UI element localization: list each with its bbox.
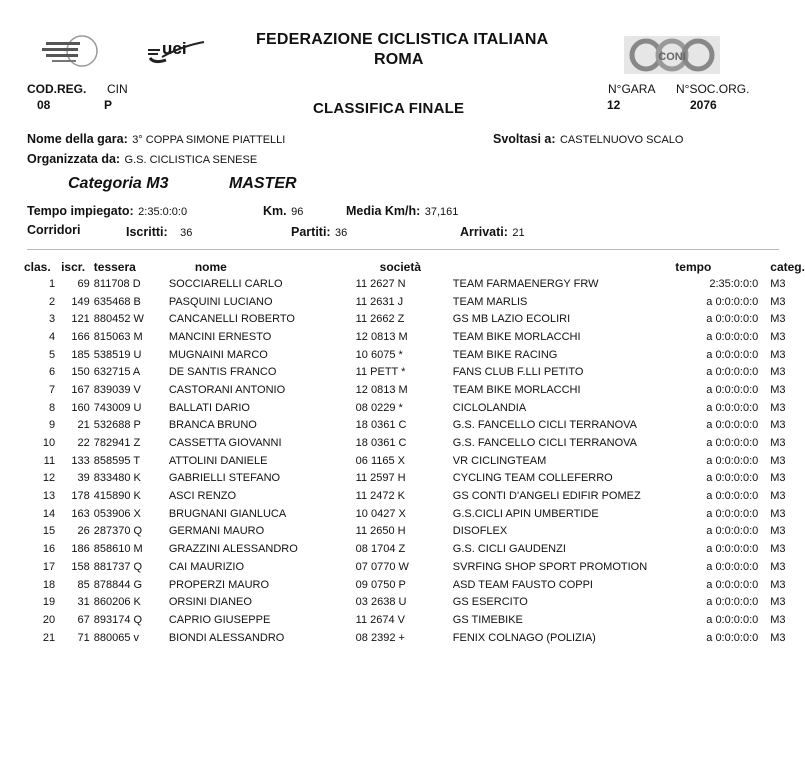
col-tempo: tempo	[675, 260, 712, 274]
cell-clas: 14	[42, 507, 56, 520]
cell-categ: M3	[770, 490, 786, 503]
ngara-value: 12	[607, 98, 621, 112]
fci-logo	[40, 34, 100, 68]
started-label: Partiti:	[291, 225, 331, 239]
cell-team: G.S.CICLI APIN UMBERTIDE	[452, 507, 599, 520]
table-row	[24, 523, 805, 541]
cell-tessera: 635468 B	[93, 295, 141, 308]
cell-team: DISOFLEX	[452, 525, 508, 538]
table-row	[24, 310, 805, 328]
cell-clas: 17	[42, 560, 56, 573]
cell-tempo: a 0:0:0:0:0	[706, 631, 759, 644]
speed-row	[346, 202, 458, 220]
cell-soc-code: 18 0361 C	[355, 419, 407, 432]
race-name-label: Nome della gara:	[27, 132, 128, 146]
cell-tempo: a 0:0:0:0:0	[706, 454, 759, 467]
cell-tempo: a 0:0:0:0:0	[706, 366, 759, 379]
cell-team: GS TIMEBIKE	[452, 613, 523, 626]
cell-tempo: a 0:0:0:0:0	[706, 330, 759, 343]
table-header-row	[24, 259, 805, 275]
cell-iscr: 166	[71, 330, 90, 343]
table-row	[24, 487, 805, 505]
arrived-label: Arrivati:	[460, 225, 508, 239]
table-row	[24, 505, 805, 523]
cell-soc-code: 11 2650 H	[355, 525, 406, 538]
cell-iscr: 158	[71, 560, 90, 573]
cell-soc-code: 07 0770 W	[355, 560, 409, 573]
uci-logo	[146, 34, 210, 68]
col-nome: nome	[194, 260, 227, 274]
cell-team: CYCLING TEAM COLLEFERRO	[452, 472, 613, 485]
table-row	[24, 381, 805, 399]
cell-tempo: a 0:0:0:0:0	[706, 348, 759, 361]
cell-categ: M3	[770, 543, 786, 556]
registered-value: 36	[180, 227, 193, 239]
race-name-value: 3° COPPA SIMONE PIATTELLI	[132, 134, 286, 146]
cell-tessera: 858610 M	[93, 543, 143, 556]
table-row	[24, 593, 805, 611]
cell-nome: CAI MAURIZIO	[168, 560, 244, 573]
cell-iscr: 121	[71, 313, 90, 326]
cell-categ: M3	[770, 525, 786, 538]
race-location-row	[493, 130, 683, 148]
cell-soc-code: 12 0813 M	[355, 383, 408, 396]
cell-nome: PROPERZI MAURO	[168, 578, 270, 591]
table-row	[24, 328, 805, 346]
results-table	[24, 259, 805, 646]
cell-tempo: a 0:0:0:0:0	[706, 525, 759, 538]
cell-iscr: 160	[71, 401, 90, 414]
cell-clas: 21	[42, 631, 56, 644]
cell-iscr: 67	[77, 613, 90, 626]
cell-categ: M3	[770, 631, 786, 644]
cell-clas: 11	[43, 454, 56, 467]
nsoc-value: 2076	[690, 98, 717, 112]
cell-soc-code: 11 2472 K	[355, 490, 406, 503]
cell-tempo: a 0:0:0:0:0	[706, 613, 759, 626]
cell-soc-code: 08 1704 Z	[355, 543, 406, 556]
cell-clas: 15	[42, 525, 56, 538]
cell-tessera: 815063 M	[93, 330, 143, 343]
km-value: 96	[291, 206, 304, 218]
cell-nome: CAPRIO GIUSEPPE	[168, 613, 271, 626]
cell-soc-code: 12 0813 M	[355, 330, 408, 343]
cell-nome: BRUGNANI GIANLUCA	[168, 507, 287, 520]
km-row	[263, 202, 303, 220]
cell-nome: CASSETTA GIOVANNI	[168, 437, 282, 450]
cell-clas: 6	[48, 366, 56, 379]
cell-categ: M3	[770, 437, 786, 450]
table-row	[24, 434, 805, 452]
table-row	[24, 558, 805, 576]
cell-categ: M3	[770, 348, 786, 361]
coni-logo-text: CONI	[658, 51, 686, 63]
cell-tempo: a 0:0:0:0:0	[706, 490, 759, 503]
cell-soc-code: 11 2631 J	[355, 295, 404, 308]
cell-clas: 5	[48, 348, 56, 361]
cell-team: TEAM BIKE MORLACCHI	[452, 383, 581, 396]
cell-team: G.S. FANCELLO CICLI TERRANOVA	[452, 419, 637, 432]
cell-soc-code: 03 2638 U	[355, 596, 407, 609]
cell-team: GS MB LAZIO ECOLIRI	[452, 313, 571, 326]
cell-tempo: a 0:0:0:0:0	[706, 560, 759, 573]
cell-clas: 20	[42, 613, 56, 626]
col-iscr: iscr.	[61, 260, 86, 274]
registered-label: Iscritti:	[126, 225, 168, 239]
cell-team: VR CICLINGTEAM	[452, 454, 547, 467]
time-label: Tempo impiegato:	[27, 204, 134, 218]
cell-team: G.S. CICLI GAUDENZI	[452, 543, 566, 556]
cell-soc-code: 08 0229 *	[355, 401, 403, 414]
cell-tessera: 782941 Z	[93, 437, 141, 450]
cell-tessera: 881737 Q	[93, 560, 143, 573]
cell-clas: 4	[48, 330, 56, 343]
coni-logo	[624, 36, 720, 74]
cell-iscr: 22	[77, 437, 90, 450]
cell-tempo: a 0:0:0:0:0	[706, 313, 759, 326]
ngara-label: N°GARA	[608, 82, 656, 96]
organizer-label: Organizzata da:	[27, 152, 121, 166]
cell-categ: M3	[770, 313, 786, 326]
cell-clas: 10	[42, 437, 56, 450]
cell-soc-code: 11 2597 H	[355, 472, 406, 485]
cell-soc-code: 11 2662 Z	[355, 313, 405, 326]
cell-nome: BRANCA BRUNO	[168, 419, 257, 432]
cell-nome: MANCINI ERNESTO	[168, 330, 272, 343]
cell-tessera: 878844 G	[93, 578, 143, 591]
cell-tempo: a 0:0:0:0:0	[706, 437, 759, 450]
cell-team: TEAM BIKE RACING	[452, 348, 558, 361]
cell-tessera: 532688 P	[93, 419, 141, 432]
category-name: MASTER	[229, 175, 297, 192]
cell-team: G.S. FANCELLO CICLI TERRANOVA	[452, 437, 637, 450]
header-divider	[27, 249, 779, 250]
uci-logo-text: uci	[162, 39, 187, 58]
cell-tessera: 839039 V	[93, 383, 141, 396]
started-row	[291, 223, 347, 241]
cell-clas: 13	[42, 490, 56, 503]
cell-nome: SOCCIARELLI CARLO	[168, 277, 283, 290]
cell-categ: M3	[770, 560, 786, 573]
organizer-value: G.S. CICLISTICA SENESE	[124, 154, 258, 166]
cell-categ: M3	[770, 330, 786, 343]
table-row	[24, 452, 805, 470]
cell-tessera: 053906 X	[93, 507, 141, 520]
cell-iscr: 71	[77, 631, 90, 644]
table-row	[24, 346, 805, 364]
cell-tempo: a 0:0:0:0:0	[706, 472, 759, 485]
cell-clas: 3	[48, 313, 56, 326]
cell-categ: M3	[770, 295, 786, 308]
cell-tessera: 860206 K	[93, 596, 141, 609]
cell-categ: M3	[770, 277, 786, 290]
col-societa: società	[379, 260, 422, 274]
cin-value: P	[104, 98, 113, 112]
col-tessera: tessera	[93, 260, 136, 274]
cell-soc-code: 08 2392 +	[355, 631, 405, 644]
cell-clas: 18	[42, 578, 56, 591]
race-location-label: Svoltasi a:	[493, 132, 556, 146]
cell-clas: 7	[48, 383, 56, 396]
cell-iscr: 39	[77, 472, 90, 485]
cell-tempo: 2:35:0:0:0	[709, 277, 759, 290]
table-row	[24, 363, 805, 381]
cell-iscr: 167	[71, 383, 90, 396]
cell-tessera: 415890 K	[93, 490, 141, 503]
cell-tempo: a 0:0:0:0:0	[706, 507, 759, 520]
table-row	[24, 629, 805, 647]
cell-team: SVRFING SHOP SPORT PROMOTION	[452, 560, 648, 573]
speed-label: Media Km/h:	[346, 204, 421, 218]
cell-tempo: a 0:0:0:0:0	[706, 295, 759, 308]
cell-team: FANS CLUB F.LLI PETITO	[452, 366, 584, 379]
cell-nome: PASQUINI LUCIANO	[168, 295, 273, 308]
cell-iscr: 150	[71, 366, 90, 379]
cell-nome: BALLATI DARIO	[168, 401, 250, 414]
cell-tempo: a 0:0:0:0:0	[706, 383, 759, 396]
nsoc-label: N°SOC.ORG.	[676, 82, 750, 96]
table-row	[24, 293, 805, 311]
col-clas: clas.	[24, 260, 51, 274]
cell-categ: M3	[770, 613, 786, 626]
cell-categ: M3	[770, 401, 786, 414]
cell-nome: GABRIELLI STEFANO	[168, 472, 281, 485]
cell-categ: M3	[770, 507, 786, 520]
cell-categ: M3	[770, 578, 786, 591]
cod-reg-value: 08	[37, 98, 51, 112]
cell-categ: M3	[770, 383, 786, 396]
cell-categ: M3	[770, 472, 786, 485]
cell-iscr: 186	[71, 543, 90, 556]
cell-soc-code: 06 1165 X	[355, 454, 406, 467]
cell-team: CICLOLANDIA	[452, 401, 527, 414]
table-row	[24, 470, 805, 488]
cell-tessera: 833480 K	[93, 472, 141, 485]
cell-clas: 16	[42, 543, 56, 556]
cell-clas: 19	[42, 596, 56, 609]
cell-iscr: 133	[71, 454, 90, 467]
cell-nome: BIONDI ALESSANDRO	[168, 631, 285, 644]
cell-iscr: 178	[71, 490, 90, 503]
organizer-row	[27, 150, 257, 168]
cell-team: GS ESERCITO	[452, 596, 528, 609]
cell-soc-code: 11 2674 V	[355, 613, 406, 626]
cell-categ: M3	[770, 454, 786, 467]
race-name-row	[27, 130, 285, 148]
cell-nome: CANCANELLI ROBERTO	[168, 313, 295, 326]
cell-nome: DE SANTIS FRANCO	[168, 366, 277, 379]
table-row	[24, 275, 805, 293]
cell-iscr: 85	[77, 578, 90, 591]
started-value: 36	[335, 227, 348, 239]
cell-nome: ASCI RENZO	[168, 490, 237, 503]
category-label: Categoria M3	[68, 175, 169, 192]
cell-tempo: a 0:0:0:0:0	[706, 419, 759, 432]
cell-nome: GRAZZINI ALESSANDRO	[168, 543, 298, 556]
cell-tessera: 858595 T	[93, 454, 141, 467]
cell-iscr: 31	[77, 596, 90, 609]
arrived-value: 21	[512, 227, 525, 239]
arrived-row	[460, 223, 525, 241]
cell-tessera: 893174 Q	[93, 613, 143, 626]
cell-tessera: 880452 W	[93, 313, 144, 326]
cell-nome: CASTORANI ANTONIO	[168, 383, 286, 396]
cell-iscr: 163	[71, 507, 90, 520]
cell-tessera: 880065 v	[93, 631, 140, 644]
cell-iscr: 21	[77, 419, 90, 432]
cell-soc-code: 10 6075 *	[355, 348, 403, 361]
cell-clas: 12	[42, 472, 56, 485]
cell-clas: 1	[48, 277, 56, 290]
cell-tessera: 538519 U	[93, 348, 142, 361]
cell-categ: M3	[770, 366, 786, 379]
time-row	[27, 202, 187, 220]
cell-soc-code: 09 0750 P	[355, 578, 406, 591]
cell-team: GS CONTI D'ANGELI EDIFIR POMEZ	[452, 490, 641, 503]
cell-nome: ORSINI DIANEO	[168, 596, 252, 609]
cell-tessera: 811708 D	[93, 277, 141, 290]
table-row	[24, 399, 805, 417]
cell-tempo: a 0:0:0:0:0	[706, 596, 759, 609]
cell-team: TEAM FARMAENERGY FRW	[452, 277, 599, 290]
registered-row	[126, 223, 192, 241]
results-body	[24, 275, 805, 646]
speed-value: 37,161	[424, 206, 459, 218]
cell-tessera: 743009 U	[93, 401, 142, 414]
cell-soc-code: 11 PETT *	[355, 366, 406, 379]
cell-categ: M3	[770, 419, 786, 432]
cell-iscr: 26	[77, 525, 90, 538]
cell-tempo: a 0:0:0:0:0	[706, 578, 759, 591]
cell-tempo: a 0:0:0:0:0	[706, 401, 759, 414]
race-location-value: CASTELNUOVO SCALO	[559, 134, 684, 146]
cell-nome: GERMANI MAURO	[168, 525, 265, 538]
cell-team: TEAM BIKE MORLACCHI	[452, 330, 581, 343]
cell-iscr: 149	[71, 295, 90, 308]
cell-team: TEAM MARLIS	[452, 295, 528, 308]
table-row	[24, 417, 805, 435]
cell-tempo: a 0:0:0:0:0	[706, 543, 759, 556]
cin-label: CIN	[107, 82, 128, 96]
table-row	[24, 540, 805, 558]
time-value: 2:35:0:0:0	[138, 206, 188, 218]
cell-soc-code: 18 0361 C	[355, 437, 407, 450]
cell-soc-code: 10 0427 X	[355, 507, 406, 520]
cell-clas: 9	[48, 419, 56, 432]
cell-clas: 2	[48, 295, 56, 308]
col-categ: categ.	[770, 260, 805, 274]
cell-tessera: 632715 A	[93, 366, 141, 379]
table-row	[24, 576, 805, 594]
cell-tessera: 287370 Q	[93, 525, 143, 538]
cell-nome: ATTOLINI DANIELE	[168, 454, 268, 467]
cell-iscr: 185	[71, 348, 90, 361]
cell-clas: 8	[48, 401, 56, 414]
cod-reg-label: COD.REG.	[27, 82, 87, 96]
riders-label: Corridori	[27, 223, 81, 237]
km-label: Km.	[263, 204, 287, 218]
cell-iscr: 69	[77, 277, 90, 290]
cell-soc-code: 11 2627 N	[355, 277, 406, 290]
cell-categ: M3	[770, 596, 786, 609]
cell-team: ASD TEAM FAUSTO COPPI	[452, 578, 593, 591]
cell-nome: MUGNAINI MARCO	[168, 348, 268, 361]
city-title: ROMA	[374, 51, 424, 68]
federation-title: FEDERAZIONE CICLISTICA ITALIANA	[256, 31, 549, 48]
page-title: CLASSIFICA FINALE	[313, 100, 465, 117]
cell-team: FENIX COLNAGO (POLIZIA)	[452, 631, 596, 644]
col-team	[453, 259, 663, 275]
table-row	[24, 611, 805, 629]
